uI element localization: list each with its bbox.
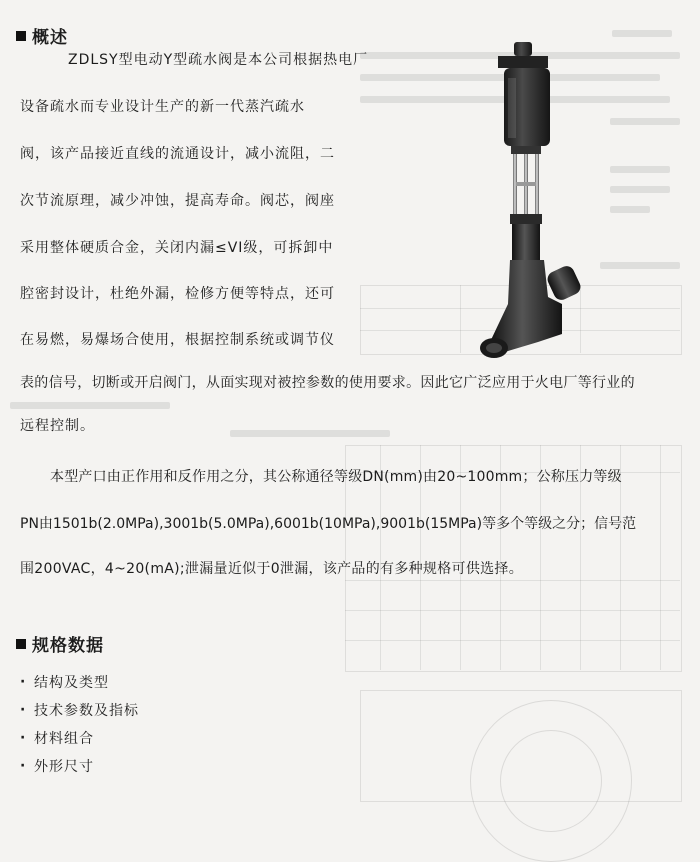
bullet-dot: ·	[20, 758, 27, 774]
bullet-dot: ·	[20, 674, 27, 690]
models-line-2: PN由1501b(2.0MPa),3001b(5.0MPa),6001b(10MPa),9001b(15MPa)等多个等级之分；信号范	[20, 516, 637, 532]
specs-item-label: 材料组合	[34, 731, 94, 747]
specs-item-label: 外形尺寸	[34, 759, 94, 775]
overview-line-2: 设备疏水而专业设计生产的新一代蒸汽疏水	[20, 99, 305, 115]
heading-square-bullet	[16, 31, 26, 41]
heading-square-bullet	[16, 639, 26, 649]
specs-item-label: 结构及类型	[34, 675, 109, 691]
overview-line-4: 次节流原理，减少冲蚀，提高寿命。阀芯，阀座	[20, 193, 335, 209]
overview-line-7: 在易燃，易爆场合使用，根据控制系统或调节仪	[20, 332, 335, 348]
bullet-dot: ·	[20, 702, 27, 718]
models-line-1: 本型产口由正作用和反作用之分，其公称通径等级DN(mm)由20~100mm；公称压力等级	[50, 469, 622, 485]
specs-item-dimensions[interactable]	[20, 752, 139, 780]
specs-item-materials[interactable]	[20, 724, 139, 752]
models-line-3: 围200VAC，4~20(mA);泄漏量近似于0泄漏，该产品的有多种规格可供选择。	[20, 561, 524, 577]
overview-heading-text: 概述	[32, 28, 68, 48]
bullet-dot: ·	[20, 730, 27, 746]
specs-item-parameters[interactable]	[20, 696, 139, 724]
overview-line-5: 采用整体硬质合金，关闭内漏≤VI级，可拆卸中	[20, 240, 334, 256]
overview-line-1: ZDLSY型电动Y型疏水阀是本公司根据热电厂	[68, 52, 369, 68]
overview-line-9: 远程控制。	[20, 418, 95, 434]
specs-item-label: 技术参数及指标	[34, 703, 139, 719]
valve-product-image	[466, 42, 586, 372]
specs-heading	[16, 631, 104, 656]
overview-line-8: 表的信号，切断或开启阀门，从面实现对被控参数的使用要求。因此它广泛应用于火电厂等行业的	[20, 375, 635, 391]
specs-item-structure[interactable]	[20, 668, 139, 696]
overview-line-6: 腔密封设计，杜绝外漏，检修方便等特点，还可	[20, 286, 335, 302]
overview-heading	[16, 23, 68, 48]
specs-list	[20, 668, 139, 780]
overview-line-3: 阀，该产品接近直线的流通设计，减小流阻，二	[20, 146, 335, 162]
specs-heading-text: 规格数据	[32, 636, 104, 656]
